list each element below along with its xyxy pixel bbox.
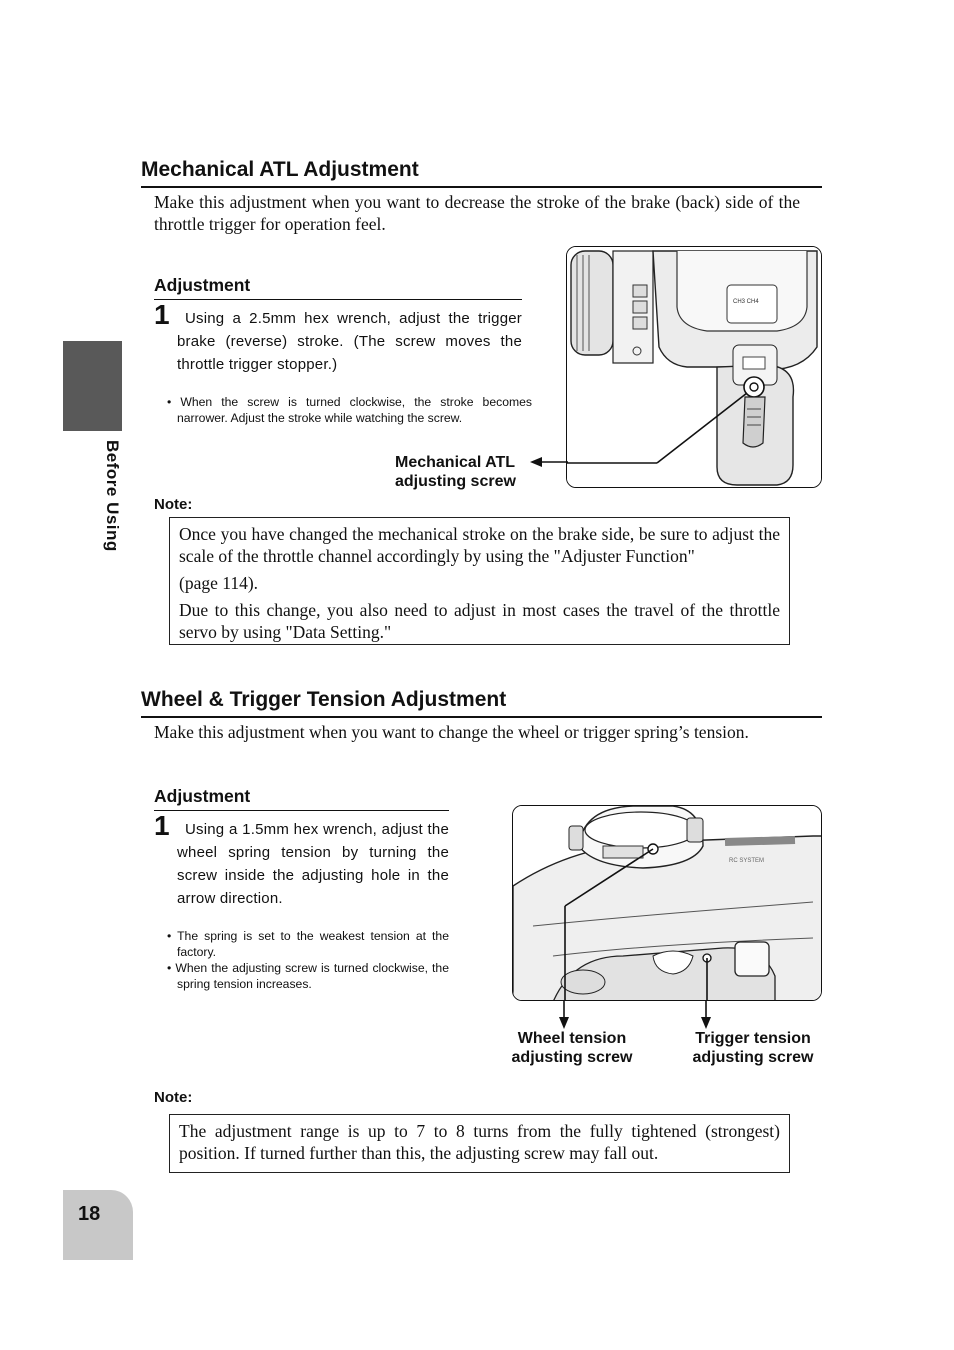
transmitter-trigger-illustration	[567, 247, 822, 488]
callout-wheel-tension	[505, 1029, 639, 1067]
section-title-mechanical-atl: Mechanical ATL Adjustment	[141, 158, 419, 181]
page-number: 18	[78, 1203, 101, 1225]
step-text: Using a 2.5mm hex wrench, adjust the trigger brake (reverse) stroke. (The screw moves the throttle trigger stopper.)	[177, 310, 522, 373]
step-text: Using a 1.5mm hex wrench, adjust the wheel spring tension by turning the screw inside the adjusting hole in the arrow direction.	[177, 821, 449, 907]
chapter-tab	[63, 341, 122, 431]
callout-mechanical-atl	[395, 453, 516, 491]
trigger-callout-arrow	[698, 1000, 714, 1030]
callout-line: Wheel tension	[517, 1030, 627, 1047]
note-box	[169, 1114, 790, 1173]
callout-line: adjusting screw	[692, 1049, 814, 1066]
callout-trigger-tension	[685, 1029, 821, 1067]
note-paragraph: The adjustment range is up to 7 to 8 turns from the fully tightened (strongest) position. If turned further than this, the adjusting screw may fall out.	[179, 1121, 780, 1163]
step-bullet: • When the screw is turned clockwise, the stroke becomes narrower. Adjust the stroke while watching the screw.	[167, 395, 532, 425]
step-bullet: • When the adjusting screw is turned clockwise, the spring tension increases.	[167, 961, 449, 991]
transmitter-top-illustration	[513, 806, 822, 1001]
section-rule	[141, 716, 822, 718]
adjustment-heading: Adjustment	[154, 275, 251, 295]
chapter-label: Before Using	[103, 440, 122, 552]
callout-line: adjusting screw	[395, 473, 516, 490]
subheading-rule	[154, 299, 522, 300]
note-paragraph: (page 114).	[179, 573, 259, 593]
bullet-list	[167, 928, 449, 992]
svg-text:RC SYSTEM: RC SYSTEM	[729, 858, 765, 864]
section-rule	[141, 186, 822, 188]
callout-line: adjusting screw	[511, 1049, 633, 1066]
svg-text:CH3 CH4: CH3 CH4	[733, 299, 759, 305]
callout-line: Trigger tension	[695, 1030, 811, 1047]
section-intro: Make this adjustment when you want to decrease the stroke of the brake (back) side of the throttle trigger for operation feel.	[154, 192, 800, 234]
section-intro: Make this adjustment when you want to change the wheel or trigger spring’s tension.	[154, 722, 749, 742]
transmitter-trigger-figure	[566, 246, 822, 488]
note-paragraph: Due to this change, you also need to adjust in most cases the travel of the throttle servo by using "Data Setting."	[179, 600, 780, 642]
adjustment-heading: Adjustment	[154, 786, 251, 806]
callout-line: Mechanical ATL	[395, 454, 516, 471]
section-title-tension: Wheel & Trigger Tension Adjustment	[141, 688, 507, 711]
subheading-rule	[154, 810, 449, 811]
note-paragraph: Once you have changed the mechanical stroke on the brake side, be sure to adjust the scale of the throttle channel accordingly by using the "Adjuster Function"	[179, 524, 780, 566]
note-label: Note:	[154, 496, 193, 513]
step-number: 1	[154, 299, 170, 330]
transmitter-top-figure	[512, 805, 822, 1001]
wheel-callout-arrow	[556, 1000, 572, 1030]
step-number: 1	[154, 810, 170, 841]
note-label: Note:	[154, 1089, 193, 1106]
callout-arrow	[528, 455, 570, 475]
step-bullet: • The spring is set to the weakest tension at the factory.	[167, 929, 449, 959]
note-box	[169, 517, 790, 645]
